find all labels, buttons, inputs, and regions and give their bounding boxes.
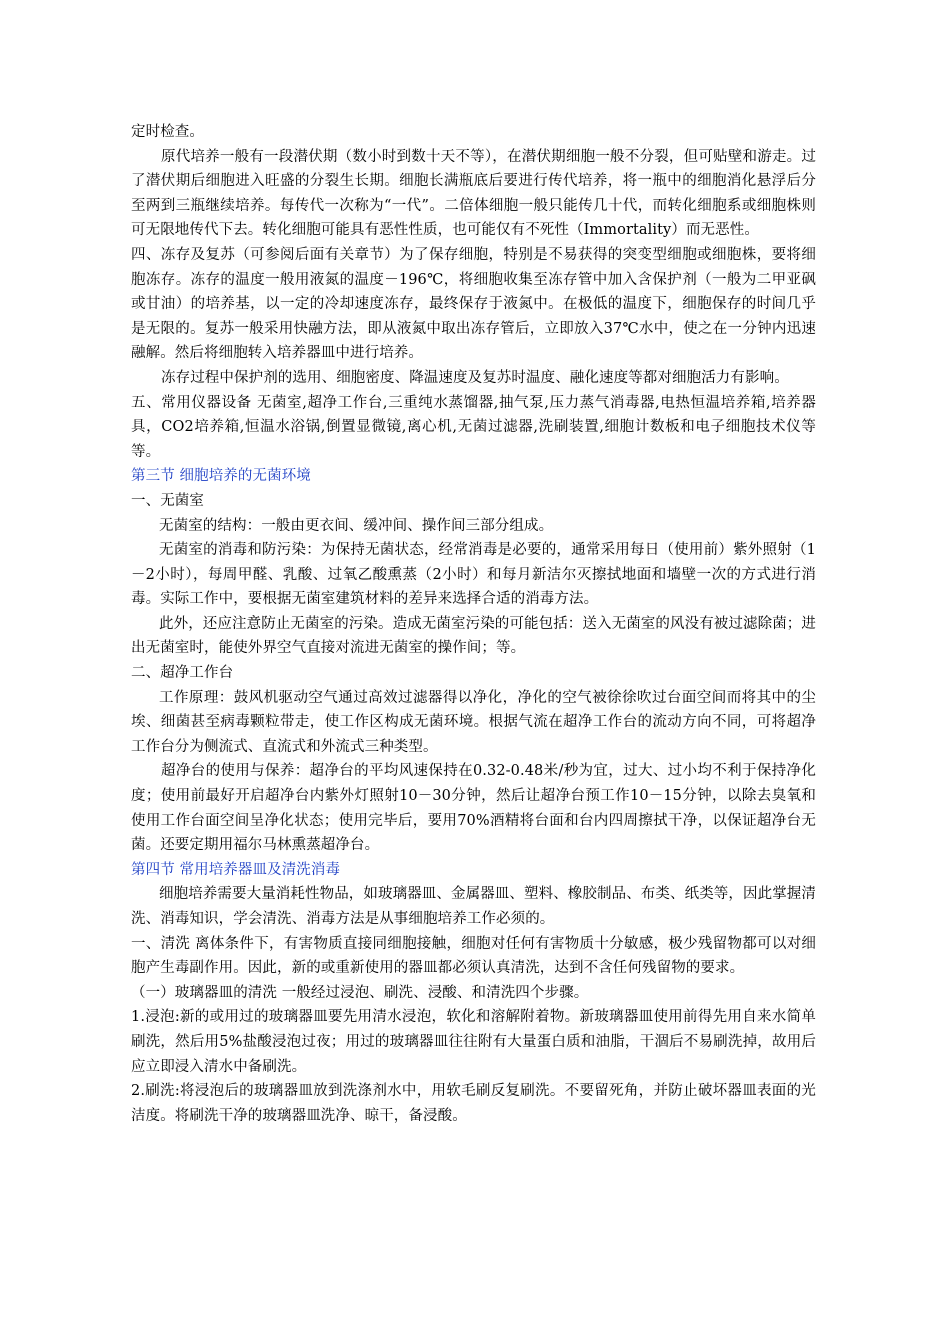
subsection-title: 二、超净工作台 <box>131 665 234 682</box>
paragraph: 无菌室的消毒和防污染：为保持无菌状态，经常消毒是必要的，通常采用每日（使用前）紫外照射（1－2小时），每周甲醛、乳酸、过氧乙酸熏蒸（2小时）和每月新洁尔灭擦拭地面和墙壁一次的方式进行消毒。实际工作中，要根据无菌室建筑材料的差异来选择合适的消毒方法。 <box>131 542 816 608</box>
section-heading: 第四节 常用培养器皿及清洗消毒 <box>131 861 341 878</box>
paragraph: 工作原理：鼓风机驱动空气通过高效过滤器得以净化，净化的空气被徐徐吹过台面空间而将其中的尘埃、细菌甚至病毒颗粒带走，使工作区构成无菌环境。根据气流在超净工作台的流动方向不同，可将超净工作台分为侧流式、直流式和外流式三种类型。 <box>131 689 816 755</box>
list-item: 2.刷洗:将浸泡后的玻璃器皿放到洗涤剂水中，用软毛刷反复刷洗。不要留死角，并防止破坏器皿表面的光洁度。将刷洗干净的玻璃器皿洗净、晾干，备浸酸。 <box>131 1083 816 1124</box>
document-page <box>131 120 816 1128</box>
paragraph: 无菌室的结构：一般由更衣间、缓冲间、操作间三部分组成。 <box>159 517 554 534</box>
section-heading: 第三节 细胞培养的无菌环境 <box>131 468 311 485</box>
list-item: 1.浸泡:新的或用过的玻璃器皿要先用清水浸泡，软化和溶解附着物。新玻璃器皿使用前得先用自来水简单刷洗，然后用5%盐酸浸泡过夜；用过的玻璃器皿往往附有大量蛋白质和油脂，干涸后不易刷洗掉，故用后应立即浸入清水中备刷洗。 <box>131 1009 816 1075</box>
paragraph: 四、冻存及复苏（可参阅后面有关章节）为了保存细胞，特别是不易获得的突变型细胞或细胞株，要将细胞冻存。冻存的温度一般用液氮的温度－196℃，将细胞收集至冻存管中加入含保护剂（一般为二甲亚砜或甘油）的培养基，以一定的冷却速度冻存，最终保存于液氮中。在极低的温度下，细胞保存的时间几乎是无限的。复苏一般采用快融方法，即从液氮中取出冻存管后，立即放入37℃水中，使之在一分钟内迅速融解。然后将细胞转入培养器皿中进行培养。 <box>131 246 816 362</box>
paragraph: 原代培养一般有一段潜伏期（数小时到数十天不等），在潜伏期细胞一般不分裂，但可贴壁和游走。过了潜伏期后细胞进入旺盛的分裂生长期。细胞长满瓶底后要进行传代培养，将一瓶中的细胞消化悬浮后分至两到三瓶继续培养。每传代一次称为“一代”。二倍体细胞一般只能传几十代，而转化细胞系或细胞株则可无限地传代下去。转化细胞可能具有恶性性质，也可能仅有不死性（Immortality）而无恶性。 <box>131 148 816 239</box>
paragraph: 细胞培养需要大量消耗性物品，如玻璃器皿、金属器皿、塑料、橡胶制品、布类、纸类等，因此掌握清洗、消毒知识，学会清洗、消毒方法是从事细胞培养工作必须的。 <box>131 886 816 927</box>
subsection-title: 一、无菌室 <box>131 492 204 509</box>
paragraph: 定时检查。 <box>131 124 204 140</box>
paragraph: 冻存过程中保护剂的选用、细胞密度、降温速度及复苏时温度、融化速度等都对细胞活力有影响。 <box>161 369 789 386</box>
paragraph: 一、清洗 离体条件下，有害物质直接同细胞接触，细胞对任何有害物质十分敏感，极少残留物都可以对细胞产生毒副作用。因此，新的或重新使用的器皿都必须认真清洗，达到不含任何残留物的要求。 <box>131 935 816 977</box>
paragraph: （一）玻璃器皿的清洗 一般经过浸泡、刷洗、浸酸、和清洗四个步骤。 <box>131 984 589 1001</box>
paragraph: 五、常用仪器设备 无菌室,超净工作台,三重纯水蒸馏器,抽气泵,压力蒸气消毒器,电热恒温培养箱,培养器具，CO2培养箱,恒温水浴锅,倒置显微镜,离心机,无菌过滤器,洗刷装置,细胞计数板和电子细胞技术仪等等。 <box>131 394 816 460</box>
paragraph: 超净台的使用与保养：超净台的平均风速保持在0.32-0.48米/秒为宜，过大、过小均不利于保持净化度；使用前最好开启超净台内紫外灯照射10－30分钟，然后让超净台预工作10－15分钟，以除去臭氧和使用工作台面空间呈净化状态；使用完毕后，要用70%酒精将台面和台内四周擦拭干净，以保证超净台无菌。还要定期用福尔马林熏蒸超净台。 <box>131 763 816 854</box>
paragraph: 此外，还应注意防止无菌室的污染。造成无菌室污染的可能包括：送入无菌室的风没有被过滤除菌；进出无菌室时，能使外界空气直接对流进无菌室的操作间；等。 <box>131 615 816 657</box>
